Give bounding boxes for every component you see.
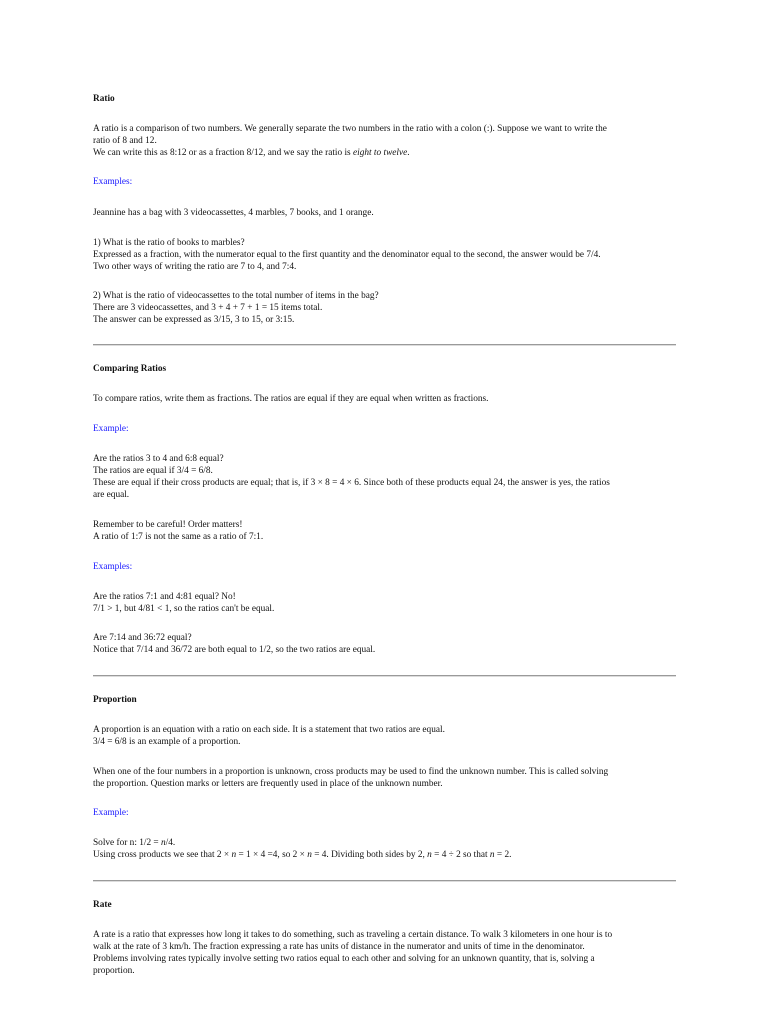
ratio-intro-line-3	[93, 148, 410, 160]
ratio-question-2-line-3: The answer can be expressed as 3/15, 3 to 15, or 3:15.	[93, 315, 295, 325]
ratio-intro-line-2: ratio of 8 and 12.	[93, 136, 157, 146]
section-title-comparing-ratios: Comparing Ratios	[93, 364, 167, 374]
variable-n: n	[427, 850, 432, 860]
comparing-example-line-3: These are equal if their cross products are equal; that is, if 3 × 8 = 4 × 6. Since both of these products equal 24, the answer is yes, the ratios	[93, 478, 610, 488]
variable-n: n	[489, 850, 495, 860]
section-title-rate: Rate	[93, 900, 112, 910]
ratio-examples-label: Examples:	[93, 177, 133, 187]
section-divider	[93, 675, 676, 677]
section-divider	[93, 344, 676, 346]
using-text: = 4 ÷ 2 so that	[431, 850, 490, 860]
comparing-remember-line-2: A ratio of 1:7 is not the same as a ratio of 7:1.	[93, 532, 264, 542]
variable-n: n	[231, 850, 237, 860]
rate-paragraph-line-3: Problems involving rates typically involve setting two ratios equal to each other and solving for an unknown quantity, that is, solving a	[93, 954, 595, 964]
ratio-intro-period: .	[407, 148, 410, 158]
rate-paragraph-line-2: walk at the rate of 3 km/h. The fraction expressing a rate has units of distance in the numerator and units of time in the denominator.	[93, 942, 585, 952]
proportion-intro-line-1: A proportion is an equation with a ratio on each side. It is a statement that two ratios are equal.	[93, 725, 445, 735]
comparing-example-line-4: are equal.	[93, 490, 130, 500]
section-title-proportion: Proportion	[93, 695, 137, 705]
proportion-paragraph-line-1: When one of the four numbers in a proportion is unknown, cross products may be used to find the unknown number. This is called solving	[93, 767, 609, 777]
solve-text: Solve for n: 1/2 =	[93, 838, 161, 848]
comparing-example-line-5: Are the ratios 7:1 and 4:81 equal? No!	[93, 592, 236, 602]
solve-text-end: /4.	[165, 838, 176, 848]
comparing-example-line-8: Notice that 7/14 and 36/72 are both equal to 1/2, so the two ratios are equal.	[93, 645, 376, 655]
proportion-paragraph-line-2: the proportion. Question marks or letters are frequently used in place of the unknown number.	[93, 779, 443, 789]
ratio-intro-italic: eight to twelve	[353, 148, 408, 158]
variable-n: n	[307, 850, 312, 860]
ratio-question-2-line-1: 2) What is the ratio of videocassettes to the total number of items in the bag?	[93, 291, 379, 301]
proportion-solve-line	[93, 838, 175, 850]
using-text: = 2.	[494, 850, 512, 860]
section-title-ratio: Ratio	[93, 94, 115, 104]
comparing-example-line-1: Are the ratios 3 to 4 and 6:8 equal?	[93, 454, 224, 464]
ratio-question-1-line-3: Two other ways of writing the ratio are 7 to 4, and 7:4.	[93, 262, 297, 272]
using-text: = 4. Dividing both sides by 2,	[311, 850, 428, 860]
variable-n: n	[161, 838, 166, 848]
ratio-question-1-line-1: 1) What is the ratio of books to marbles?	[93, 238, 245, 248]
ratio-intro-line-1: A ratio is a comparison of two numbers. We generally separate the two numbers in the ratio with a colon (:). Suppose we want to write the	[93, 124, 607, 134]
rate-paragraph-line-4: proportion.	[93, 966, 135, 976]
ratio-intro-text: We can write this as 8:12 or as a fraction 8/12, and we say the ratio is	[93, 148, 354, 158]
comparing-example-line-7: Are 7:14 and 36:72 equal?	[93, 633, 192, 643]
comparing-examples-label: Examples:	[93, 562, 133, 572]
proportion-intro-line-2: 3/4 = 6/8 is an example of a proportion.	[93, 737, 241, 747]
ratio-question-1-line-2: Expressed as a fraction, with the numerator equal to the first quantity and the denominator equal to the second, the answer would be 7/4.	[93, 250, 601, 260]
proportion-example-label: Example:	[93, 808, 129, 818]
rate-paragraph-line-1: A rate is a ratio that expresses how long it takes to do something, such as traveling a certain distance. To walk 3 kilometers in one hour is to	[93, 930, 613, 940]
comparing-example-label: Example:	[93, 424, 129, 434]
section-divider	[93, 880, 676, 882]
comparing-example-line-6: 7/1 > 1, but 4/81 < 1, so the ratios can't be equal.	[93, 604, 275, 614]
using-text: = 1 × 4 =4, so 2 ×	[236, 850, 308, 860]
using-text: Using cross products we see that 2 ×	[93, 850, 232, 860]
comparing-remember-line-1: Remember to be careful! Order matters!	[93, 520, 243, 530]
ratio-question-2-line-2: There are 3 videocassettes, and 3 + 4 + 7 + 1 = 15 items total.	[93, 303, 323, 313]
proportion-using-line	[93, 850, 511, 862]
ratio-bag-text: Jeannine has a bag with 3 videocassettes, 4 marbles, 7 books, and 1 orange.	[93, 208, 374, 218]
comparing-example-line-2: The ratios are equal if 3/4 = 6/8.	[93, 466, 213, 476]
comparing-intro: To compare ratios, write them as fractions. The ratios are equal if they are equal when written as fractions.	[93, 394, 489, 404]
